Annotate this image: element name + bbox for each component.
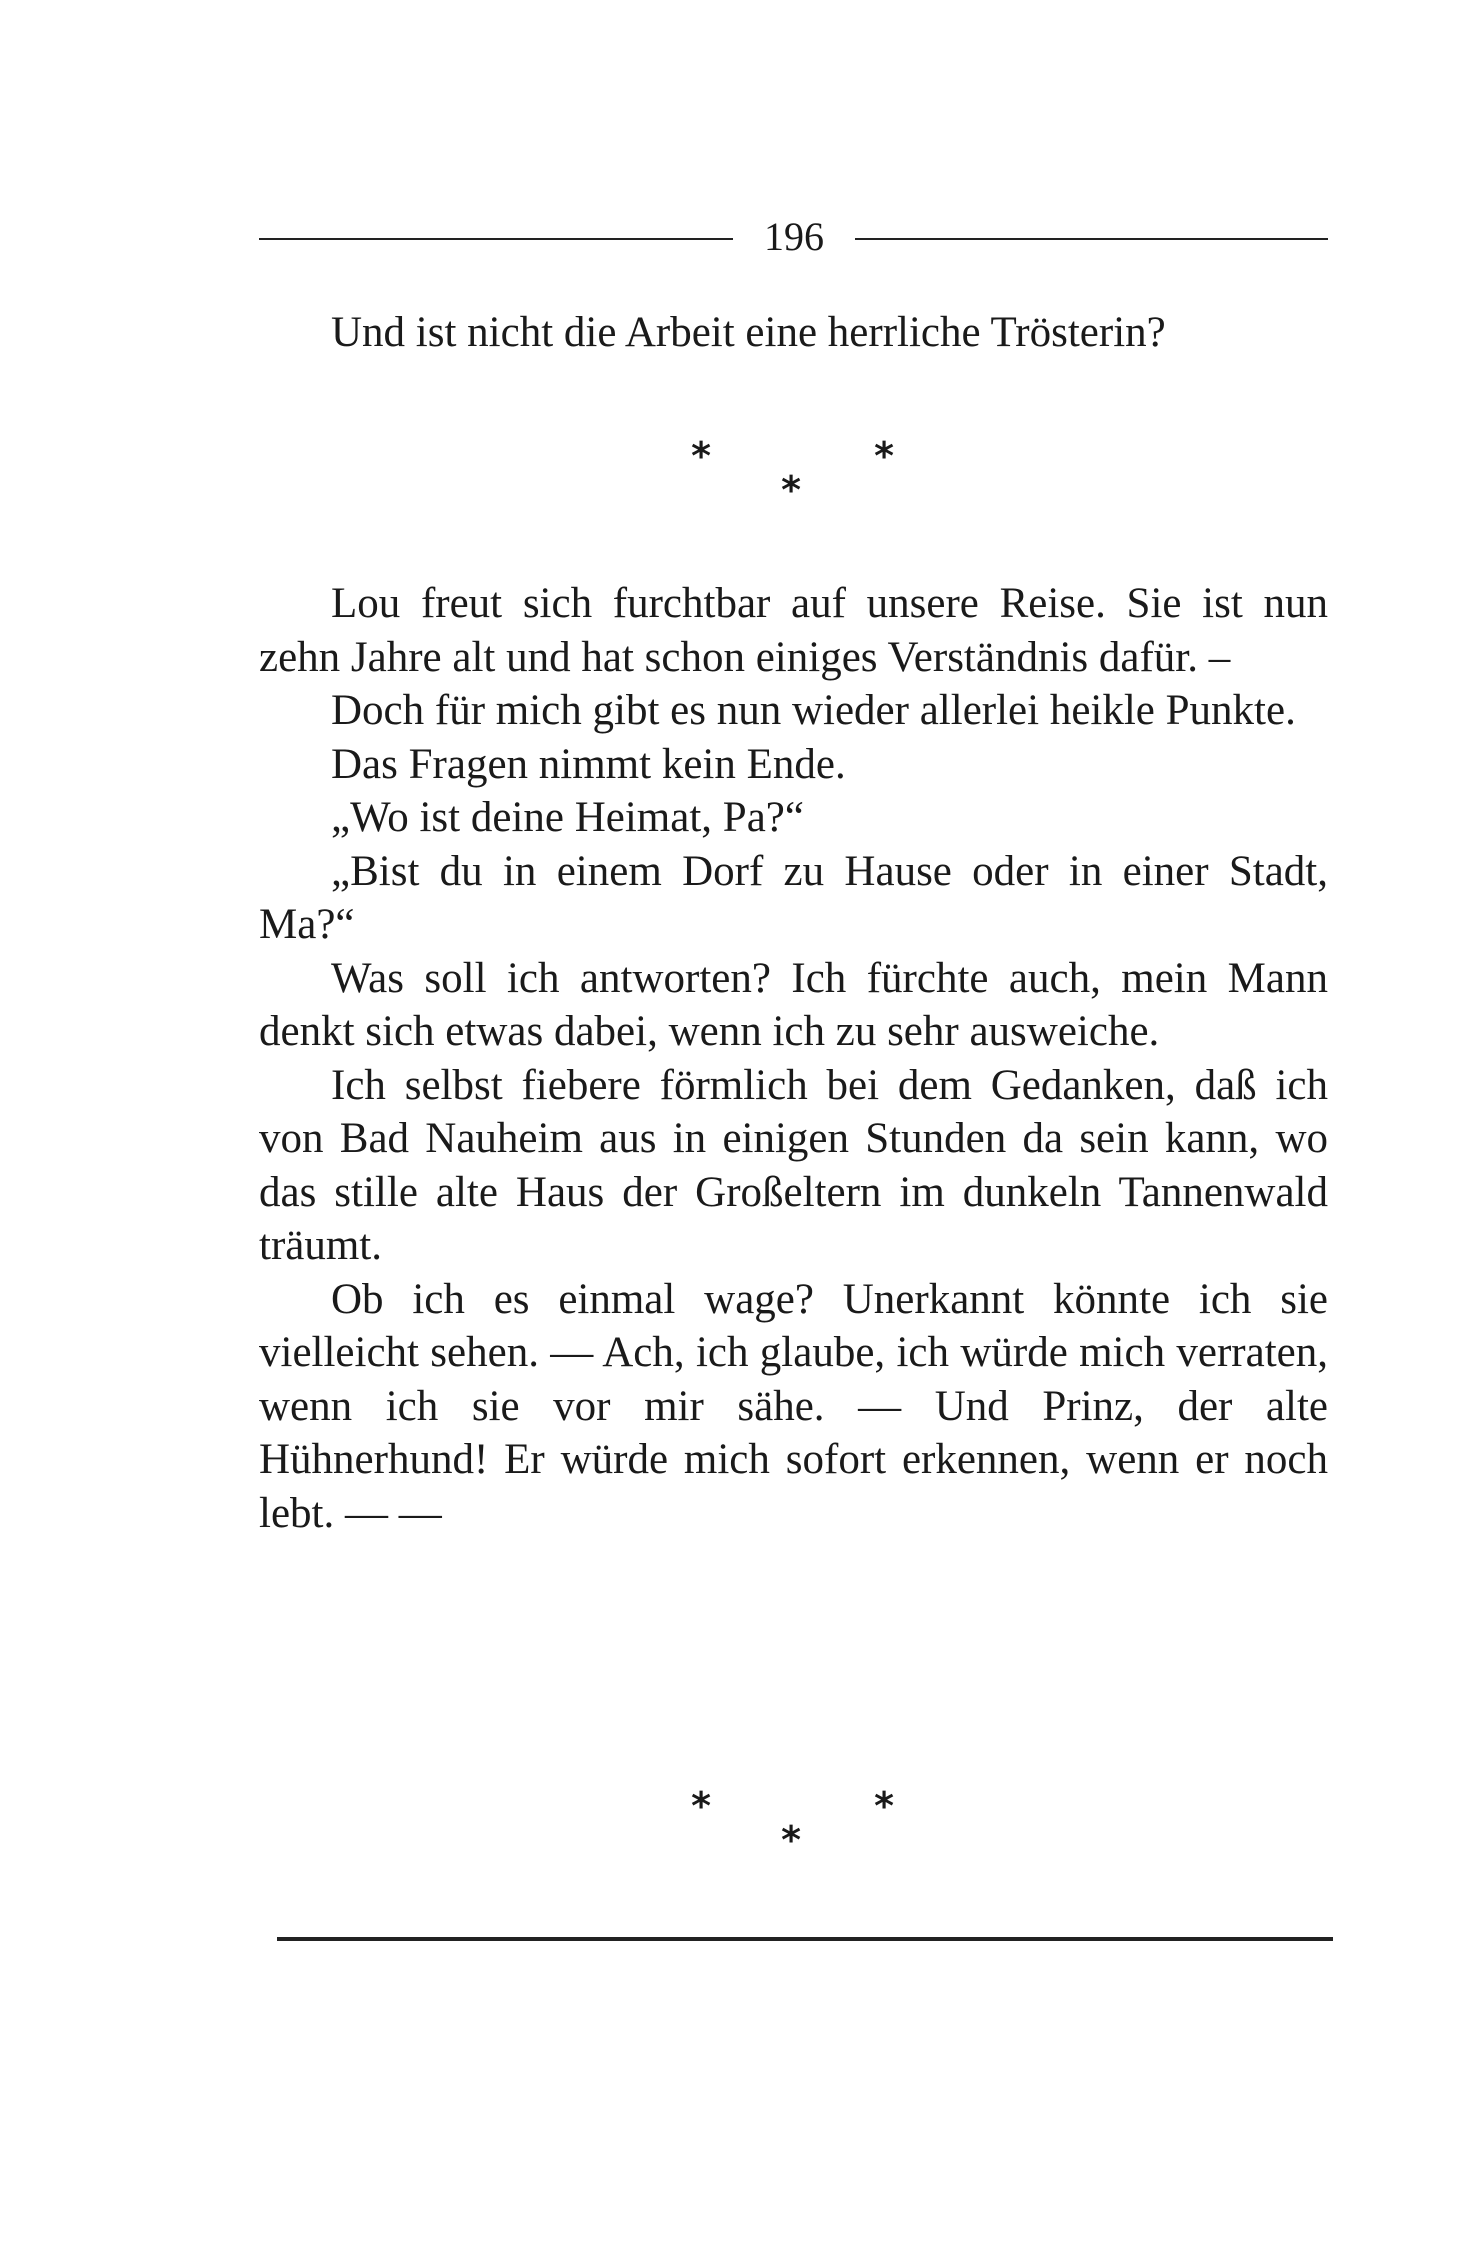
page-header <box>259 212 1328 262</box>
paragraph: Ich selbst fiebere förmlich bei dem Gedanken, daß ich von Bad Nauheim aus in einigen Stunden da sein kann, wo das stille alte Haus der Großeltern im dunkeln Tannenwald träumt. <box>259 1061 1328 1269</box>
asterism-bottom <box>0 1782 1467 1882</box>
paragraph: „Wo ist deine Heimat, Pa?“ <box>331 794 804 841</box>
paragraph: „Bist du in einem Dorf zu Hause oder in einer Stadt, Ma?“ <box>259 847 1328 948</box>
asterism-star: * <box>781 468 801 512</box>
page-number: 196 <box>764 214 824 259</box>
asterism-star: * <box>874 1784 894 1828</box>
paragraph: Doch für mich gibt es nun wieder allerlei heikle Punkte. <box>331 687 1296 734</box>
asterism-top <box>0 432 1467 532</box>
main-text <box>259 577 1328 1540</box>
paragraph: Was soll ich antworten? Ich fürchte auch, mein Mann denkt sich etwas dabei, wenn ich zu sehr ausweiche. <box>259 954 1328 1055</box>
bottom-rule <box>277 1937 1333 1941</box>
intro-block <box>259 306 1328 360</box>
header-rule-left <box>259 238 733 240</box>
asterism-star: * <box>781 1818 801 1862</box>
paragraph: Das Fragen nimmt kein Ende. <box>331 740 846 788</box>
asterism-star: * <box>691 434 711 478</box>
paragraph: Ob ich es einmal wage? Unerkannt könnte ich sie vielleicht sehen. — Ach, ich glaube, ich würde mich verraten, wenn ich sie vor mir sähe. — Und Prinz, der alte Hühnerhund! Er würde mich sofort erkennen, wenn er noch lebt. — — <box>259 1275 1328 1537</box>
paragraph: Lou freut sich furchtbar auf unsere Reise. Sie ist nun zehn Jahre alt und hat schon einiges Verständnis dafür. – <box>259 580 1328 681</box>
asterism-star: * <box>691 1784 711 1828</box>
asterism-star: * <box>874 434 894 478</box>
header-rule-right <box>855 238 1328 240</box>
intro-paragraph: Und ist nicht die Arbeit eine herrliche Trösterin? <box>331 309 1166 356</box>
